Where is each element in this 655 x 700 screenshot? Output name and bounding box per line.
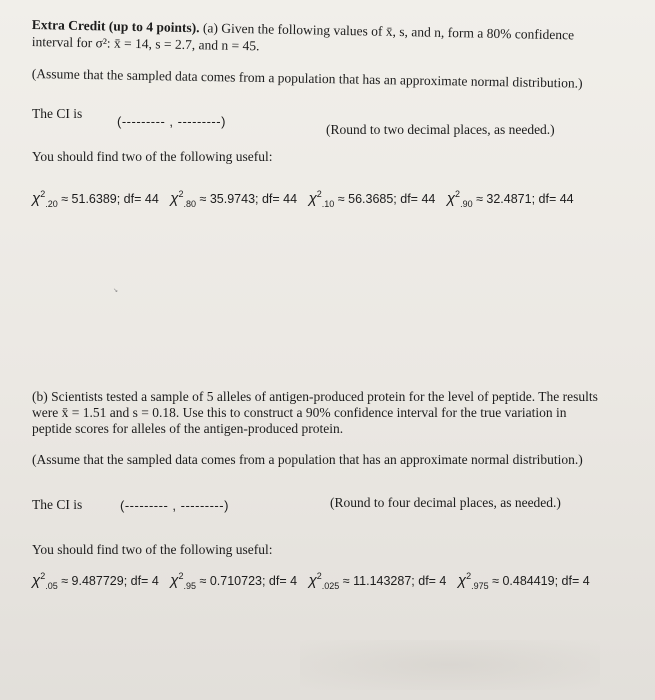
part-b-assumption: (Assume that the sampled data comes from a population that has an approximate normal distribution.): [32, 452, 583, 467]
part-b-ci-answer-blank[interactable]: (--------- , ---------): [120, 498, 229, 513]
part-b-question-line-2: were x̄ = 1.51 and s = 0.18. Use this to construct a 90% confidence interval for the true variation in: [32, 405, 567, 420]
chi-square-value: $\chi^2_{.10} \approx 56.3685$; df= 44: [308, 189, 436, 209]
part-b-question-line-3: peptide scores for alleles of the antigen-produced protein.: [32, 421, 344, 436]
part-b-question-line-1: (b) Scientists tested a sample of 5 alleles of antigen-produced protein for the level of peptide. The results: [32, 389, 598, 404]
part-b-useful-label: You should find two of the following useful:: [32, 542, 273, 557]
part-a-question-line-1: (a) Given the following values of x̄, s, and n, form a 80% confidence: [199, 20, 575, 43]
part-a-useful-label: You should find two of the following useful:: [32, 149, 273, 164]
extra-credit-title: Extra Credit (up to 4 points).: [31, 17, 200, 36]
bleed-through-shadow: [300, 640, 600, 690]
part-b-ci-label: The CI is: [32, 497, 83, 512]
chi-square-value: $\chi^2_{.20} \approx 51.6389$; df= 44: [32, 189, 159, 209]
part-a-ci-label: The CI is: [32, 106, 83, 121]
chi-square-value: $\chi^2_{.95} \approx 0.710723$; df= 4: [170, 571, 298, 591]
chi-square-value: $\chi^2_{.05} \approx 9.487729$; df= 4: [32, 571, 159, 591]
part-a-ci-answer-blank[interactable]: (--------- , ---------): [117, 114, 226, 129]
part-a-assumption: (Assume that the sampled data comes from a population that has an approximate normal distribution.): [31, 66, 583, 91]
part-a-question-line-2: interval for σ²: x̄ = 14, s = 2.7, and n = 45.: [31, 34, 260, 54]
chi-square-value: $\chi^2_{.90} \approx 32.4871$; df= 44: [446, 189, 574, 209]
chi-square-value: $\chi^2_{.025} \approx 11.143287$; df= 4: [308, 571, 447, 591]
part-a-chi-square-values: [32, 186, 582, 212]
part-a-round-note: (Round to two decimal places, as needed.): [326, 122, 555, 137]
part-b-chi-square-values: [32, 568, 598, 594]
chi-square-value: $\chi^2_{.975} \approx 0.484419$; df= 4: [457, 571, 590, 591]
stray-pen-mark: ↘: [113, 288, 119, 294]
chi-square-value: $\chi^2_{.80} \approx 35.9743$; df= 44: [170, 189, 298, 209]
part-b-round-note: (Round to four decimal places, as needed.): [330, 495, 561, 510]
